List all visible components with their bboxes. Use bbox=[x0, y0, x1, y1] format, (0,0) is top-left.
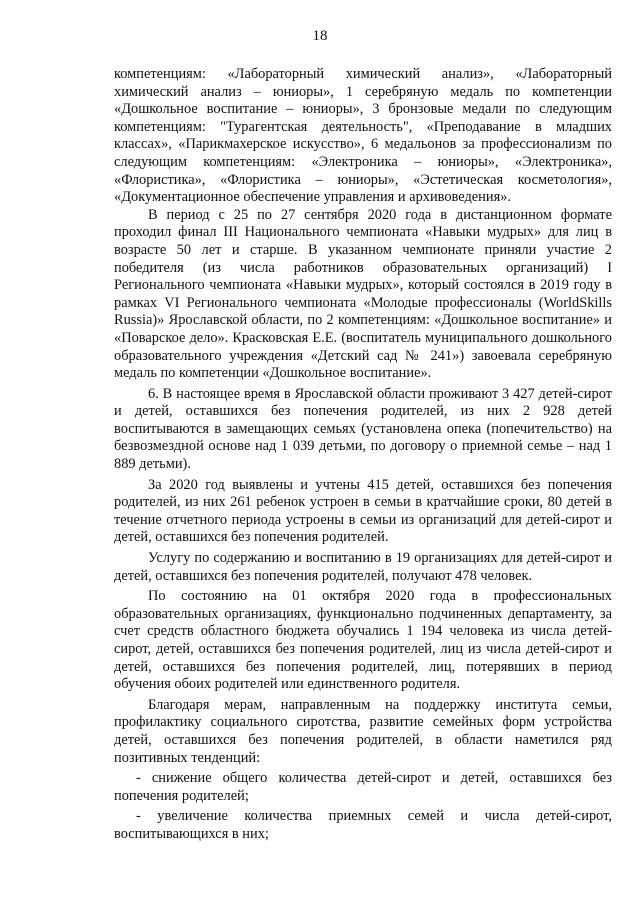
paragraph-2: В период с 25 по 27 сентября 2020 года в дистанционном формате проходил финал III Национального чемпионата «Навыки мудрых» для лиц в возрасте 50 лет и старше. В указанном чемпионате приняли участие 2 победителя (из числа работников образовательных организаций) I Регионального чемпионата «Навыки мудрых», который состоялся в 2019 году в рамках VI Регионального чемпионата «Молодые профессионалы (WorldSkills Russia)» Ярославской области, по 2 компетенциям: «Дошкольное воспитание» и «Поварское дело». Красковская Е.Е. (воспитатель муниципального дошкольного образовательного учреждения «Детский сад № 241») завоевала серебряную медаль по компетенции «Дошкольное воспитание». bbox=[114, 206, 612, 382]
paragraph-6: По состоянию на 01 октября 2020 года в профессиональных образовательных организациях, функционально подчиненных департаменту, за счет средств областного бюджета обучались 1 194 человека из числа детей-сирот, детей, оставшихся без попечения родителей, лиц из числа детей-сирот и детей, оставшихся без попечения родителей, лиц, потерявших в период обучения обоих родителей или единственного родителя. bbox=[114, 588, 612, 693]
paragraph-1: компетенциям: «Лабораторный химический анализ», «Лабораторный химический анализ – юниоры», 1 серебряную медаль по компетенции «Дошкольное воспитание – юниоры», 3 бронзовые медали по следующим компетенциям: "Турагентская деятельность", «Преподавание в младших классах», «Парикмахерское искусство», 6 медальонов за профессионализм по следующим компетенциям: «Электроника – юниоры», «Электроника», «Флористика», «Флористика – юниоры», «Эстетическая косметология», «Документационное обеспечение управления и архивоведения». bbox=[114, 66, 612, 206]
paragraph-4: За 2020 год выявлены и учтены 415 детей, оставшихся без попечения родителей, из них 261 ребенок устроен в семьи в кратчайшие сроки, 80 детей в течение отчетного периода устроены в семьи из организаций для детей-сирот и детей, оставшихся без попечения родителей. bbox=[114, 476, 612, 546]
document-body bbox=[114, 66, 612, 844]
paragraph-5: Услугу по содержанию и воспитанию в 19 организациях для детей-сирот и детей, оставшихся без попечения родителей, получают 478 человек. bbox=[114, 550, 612, 584]
page-number: 18 bbox=[312, 28, 328, 44]
paragraph-3: 6. В настоящее время в Ярославской области проживают 3 427 детей-сирот и детей, оставшихся без попечения родителей, из них 2 928 детей воспитываются в замещающих семьях (установлена опека (попечительство) на безвозмездной основе над 1 039 детьми, по договору о приемной семье – над 1 889 детьми). bbox=[114, 385, 612, 473]
paragraph-7: Благодаря мерам, направленным на поддержку института семьи, профилактику социального сиротства, развитие семейных форм устройства детей, оставшихся без попечения родителей, в области наметился ряд позитивных тенденций: bbox=[114, 696, 612, 766]
list-item-2: - увеличение количества приемных семей и числа детей-сирот, воспитывающихся в них; bbox=[114, 808, 612, 842]
list-item-1: - снижение общего количества детей-сирот и детей, оставшихся без попечения родителей; bbox=[114, 770, 612, 804]
